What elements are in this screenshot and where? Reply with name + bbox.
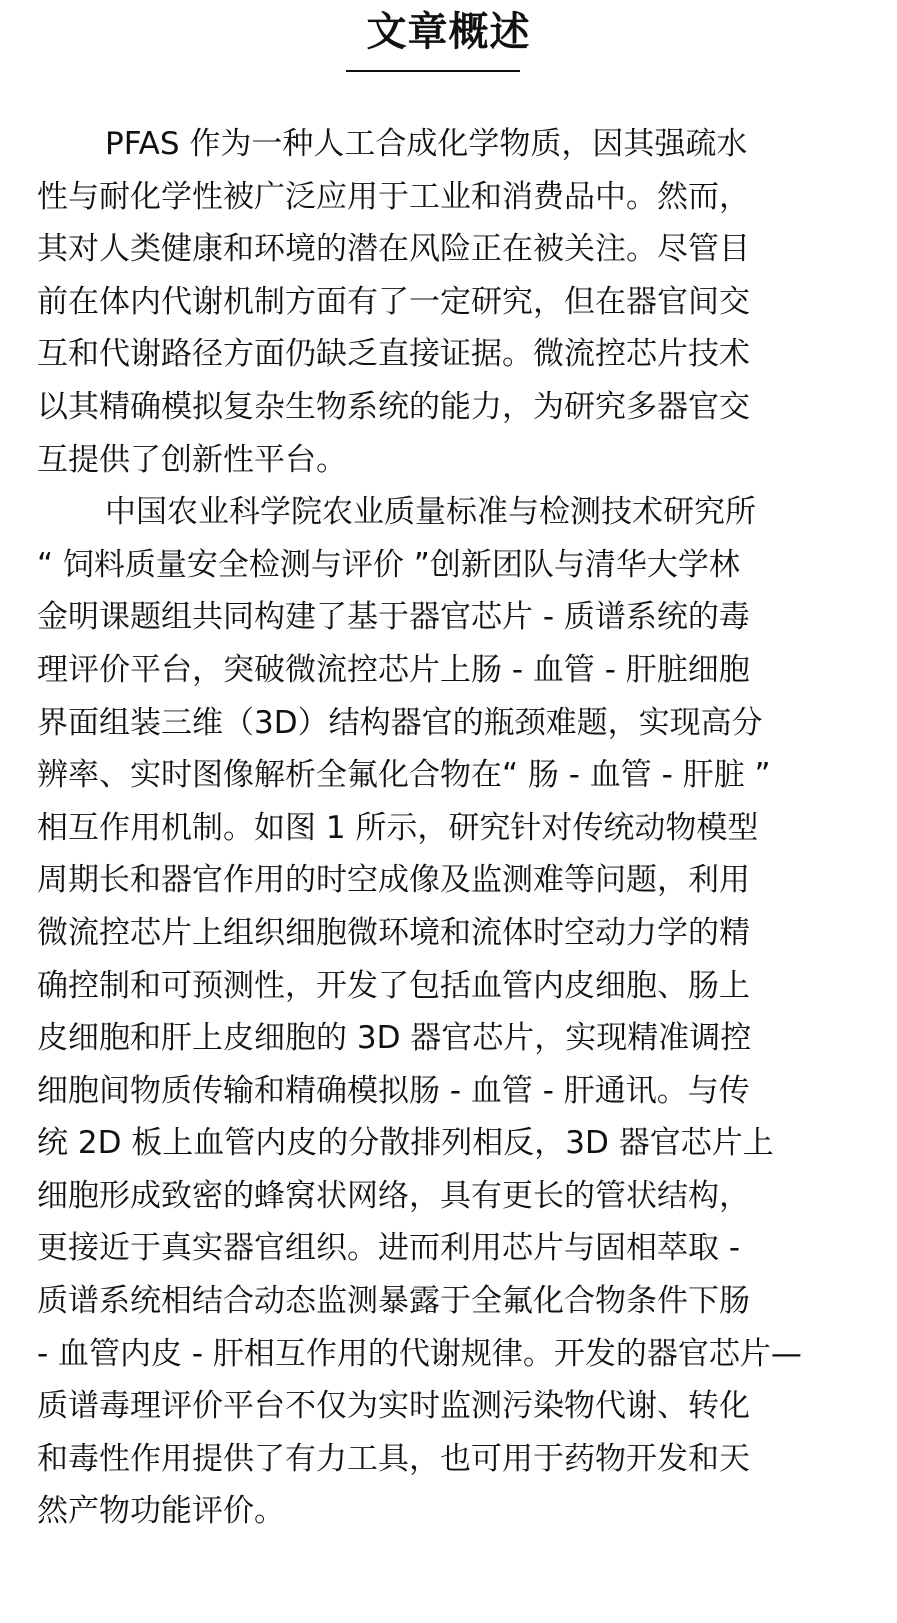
article-title: 文章概述 — [366, 9, 531, 55]
text-line: 辨率、实时图像解析全氟化合物在“ 肠 - 血管 - 肝脏 ” — [37, 757, 771, 794]
text-line: 确控制和可预测性，开发了包括血管内皮细胞、肠上 — [37, 967, 750, 1004]
text-line: 质谱毒理评价平台不仅为实时监测污染物代谢、转化 — [37, 1388, 750, 1425]
text-line: 细胞间物质传输和精确模拟肠 - 血管 - 肝通讯。与传 — [37, 1072, 750, 1109]
paragraph-2 — [37, 486, 837, 1538]
text-line: - 血管内皮 - 肝相互作用的代谢规律。开发的器官芯片— — [37, 1335, 802, 1372]
title-wrap — [0, 4, 897, 60]
article-body — [37, 118, 837, 1538]
text-line: 界面组装三维（3D）结构器官的瓶颈难题，实现高分 — [37, 704, 763, 741]
paragraph-1 — [37, 118, 837, 486]
text-line: 互和代谢路径方面仍缺乏直接证据。微流控芯片技术 — [37, 336, 750, 373]
text-line: 皮细胞和肝上皮细胞的 3D 器官芯片，实现精准调控 — [37, 1020, 752, 1057]
text-line: 其对人类健康和环境的潜在风险正在被关注。尽管目 — [37, 231, 750, 268]
text-line: 更接近于真实器官组织。进而利用芯片与固相萃取 - — [37, 1230, 741, 1267]
title-underline — [346, 70, 520, 72]
text-line: 理评价平台，突破微流控芯片上肠 - 血管 - 肝脏细胞 — [37, 651, 750, 688]
text-line: 质谱系统相结合动态监测暴露于全氟化合物条件下肠 — [37, 1283, 750, 1320]
text-line: 性与耐化学性被广泛应用于工业和消费品中。然而， — [37, 178, 750, 215]
text-line: 前在体内代谢机制方面有了一定研究，但在器官间交 — [37, 283, 750, 320]
text-line: 和毒性作用提供了有力工具，也可用于药物开发和天 — [37, 1440, 750, 1477]
text-line: 互提供了创新性平台。 — [37, 441, 347, 478]
text-line: 相互作用机制。如图 1 所示，研究针对传统动物模型 — [37, 809, 759, 846]
text-line: PFAS 作为一种人工合成化学物质，因其强疏水 — [105, 126, 748, 162]
text-line: 金明课题组共同构建了基于器官芯片 - 质谱系统的毒 — [37, 599, 750, 636]
text-line: 统 2D 板上血管内皮的分散排列相反，3D 器官芯片上 — [37, 1125, 774, 1162]
text-line: 细胞形成致密的蜂窝状网络，具有更长的管状结构， — [37, 1177, 750, 1214]
text-line: 微流控芯片上组织细胞微环境和流体时空动力学的精 — [37, 914, 750, 951]
text-line: 以其精确模拟复杂生物系统的能力，为研究多器官交 — [37, 388, 750, 425]
text-line: 中国农业科学院农业质量标准与检测技术研究所 — [105, 494, 756, 531]
text-line: “ 饲料质量安全检测与评价 ”创新团队与清华大学林 — [37, 546, 740, 583]
text-line: 周期长和器官作用的时空成像及监测难等问题，利用 — [37, 862, 750, 899]
text-line: 然产物功能评价。 — [37, 1493, 285, 1530]
